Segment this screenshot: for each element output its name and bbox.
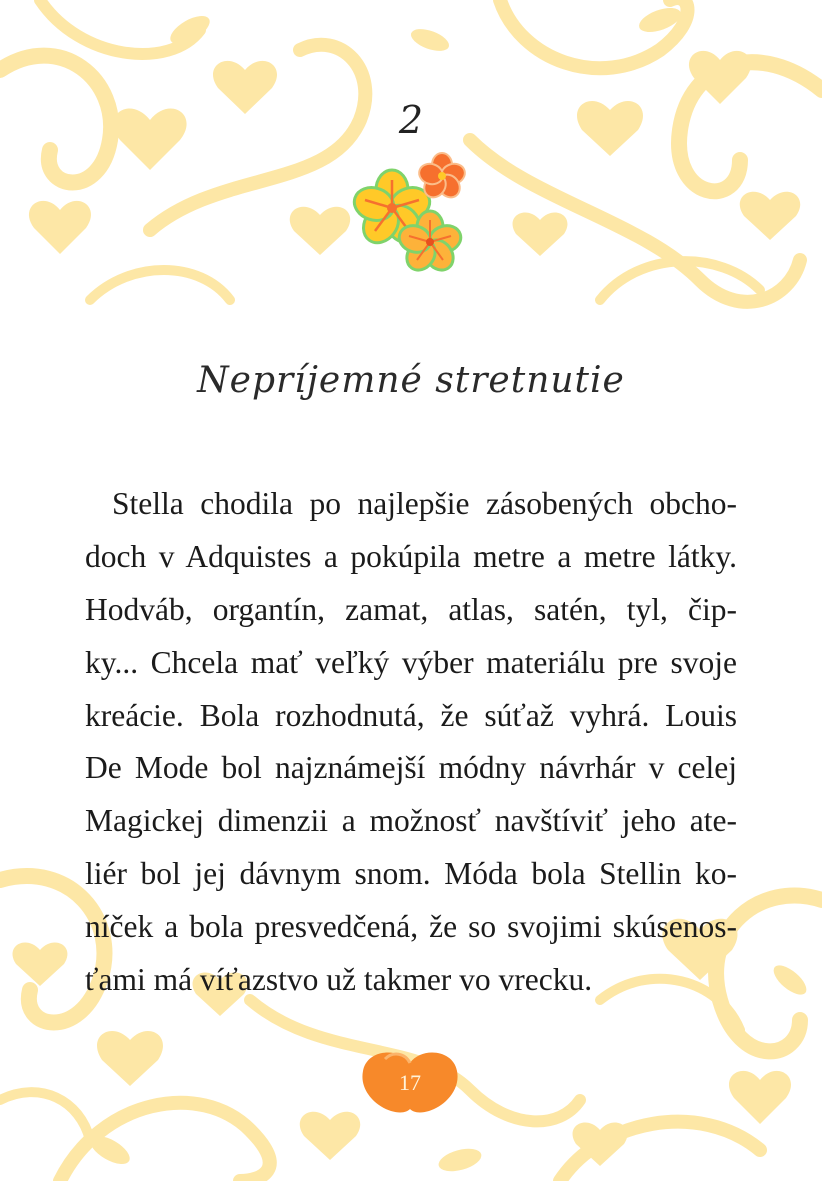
text-line: Stella chodila po najlepšie zásobených obcho- bbox=[112, 486, 737, 521]
text-line: ťami má víťazstvo už takmer vo vrecku. bbox=[85, 962, 593, 998]
chapter-number: 2 bbox=[398, 98, 424, 142]
text-line: kreácie. Bola rozhodnutá, že súťaž vyhrá. Louis bbox=[85, 697, 737, 733]
chapter-title: Nepríjemné stretnutie bbox=[197, 360, 625, 401]
page-number: 17 bbox=[399, 1070, 421, 1095]
text-line: Hodváb, organtín, zamat, atlas, satén, tyl, čip- bbox=[85, 591, 737, 627]
text-line: liér bol jej dávnym snom. Móda bola Stellin ko- bbox=[85, 856, 737, 892]
text-line: níček a bola presvedčená, že so svojimi skúsenos- bbox=[85, 909, 737, 945]
text-line: ky... Chcela mať veľký výber materiálu pre svoje bbox=[85, 644, 737, 680]
text-line: doch v Adquistes a pokúpila metre a metre látky. bbox=[85, 538, 737, 574]
body-paragraph bbox=[85, 478, 737, 1007]
flower-ornament-icon bbox=[350, 150, 470, 275]
text-line: Magickej dimenzii a možnosť navštíviť jeho ate- bbox=[85, 803, 737, 839]
text-line: De Mode bol najznámejší módny návrhár v celej bbox=[85, 750, 737, 786]
